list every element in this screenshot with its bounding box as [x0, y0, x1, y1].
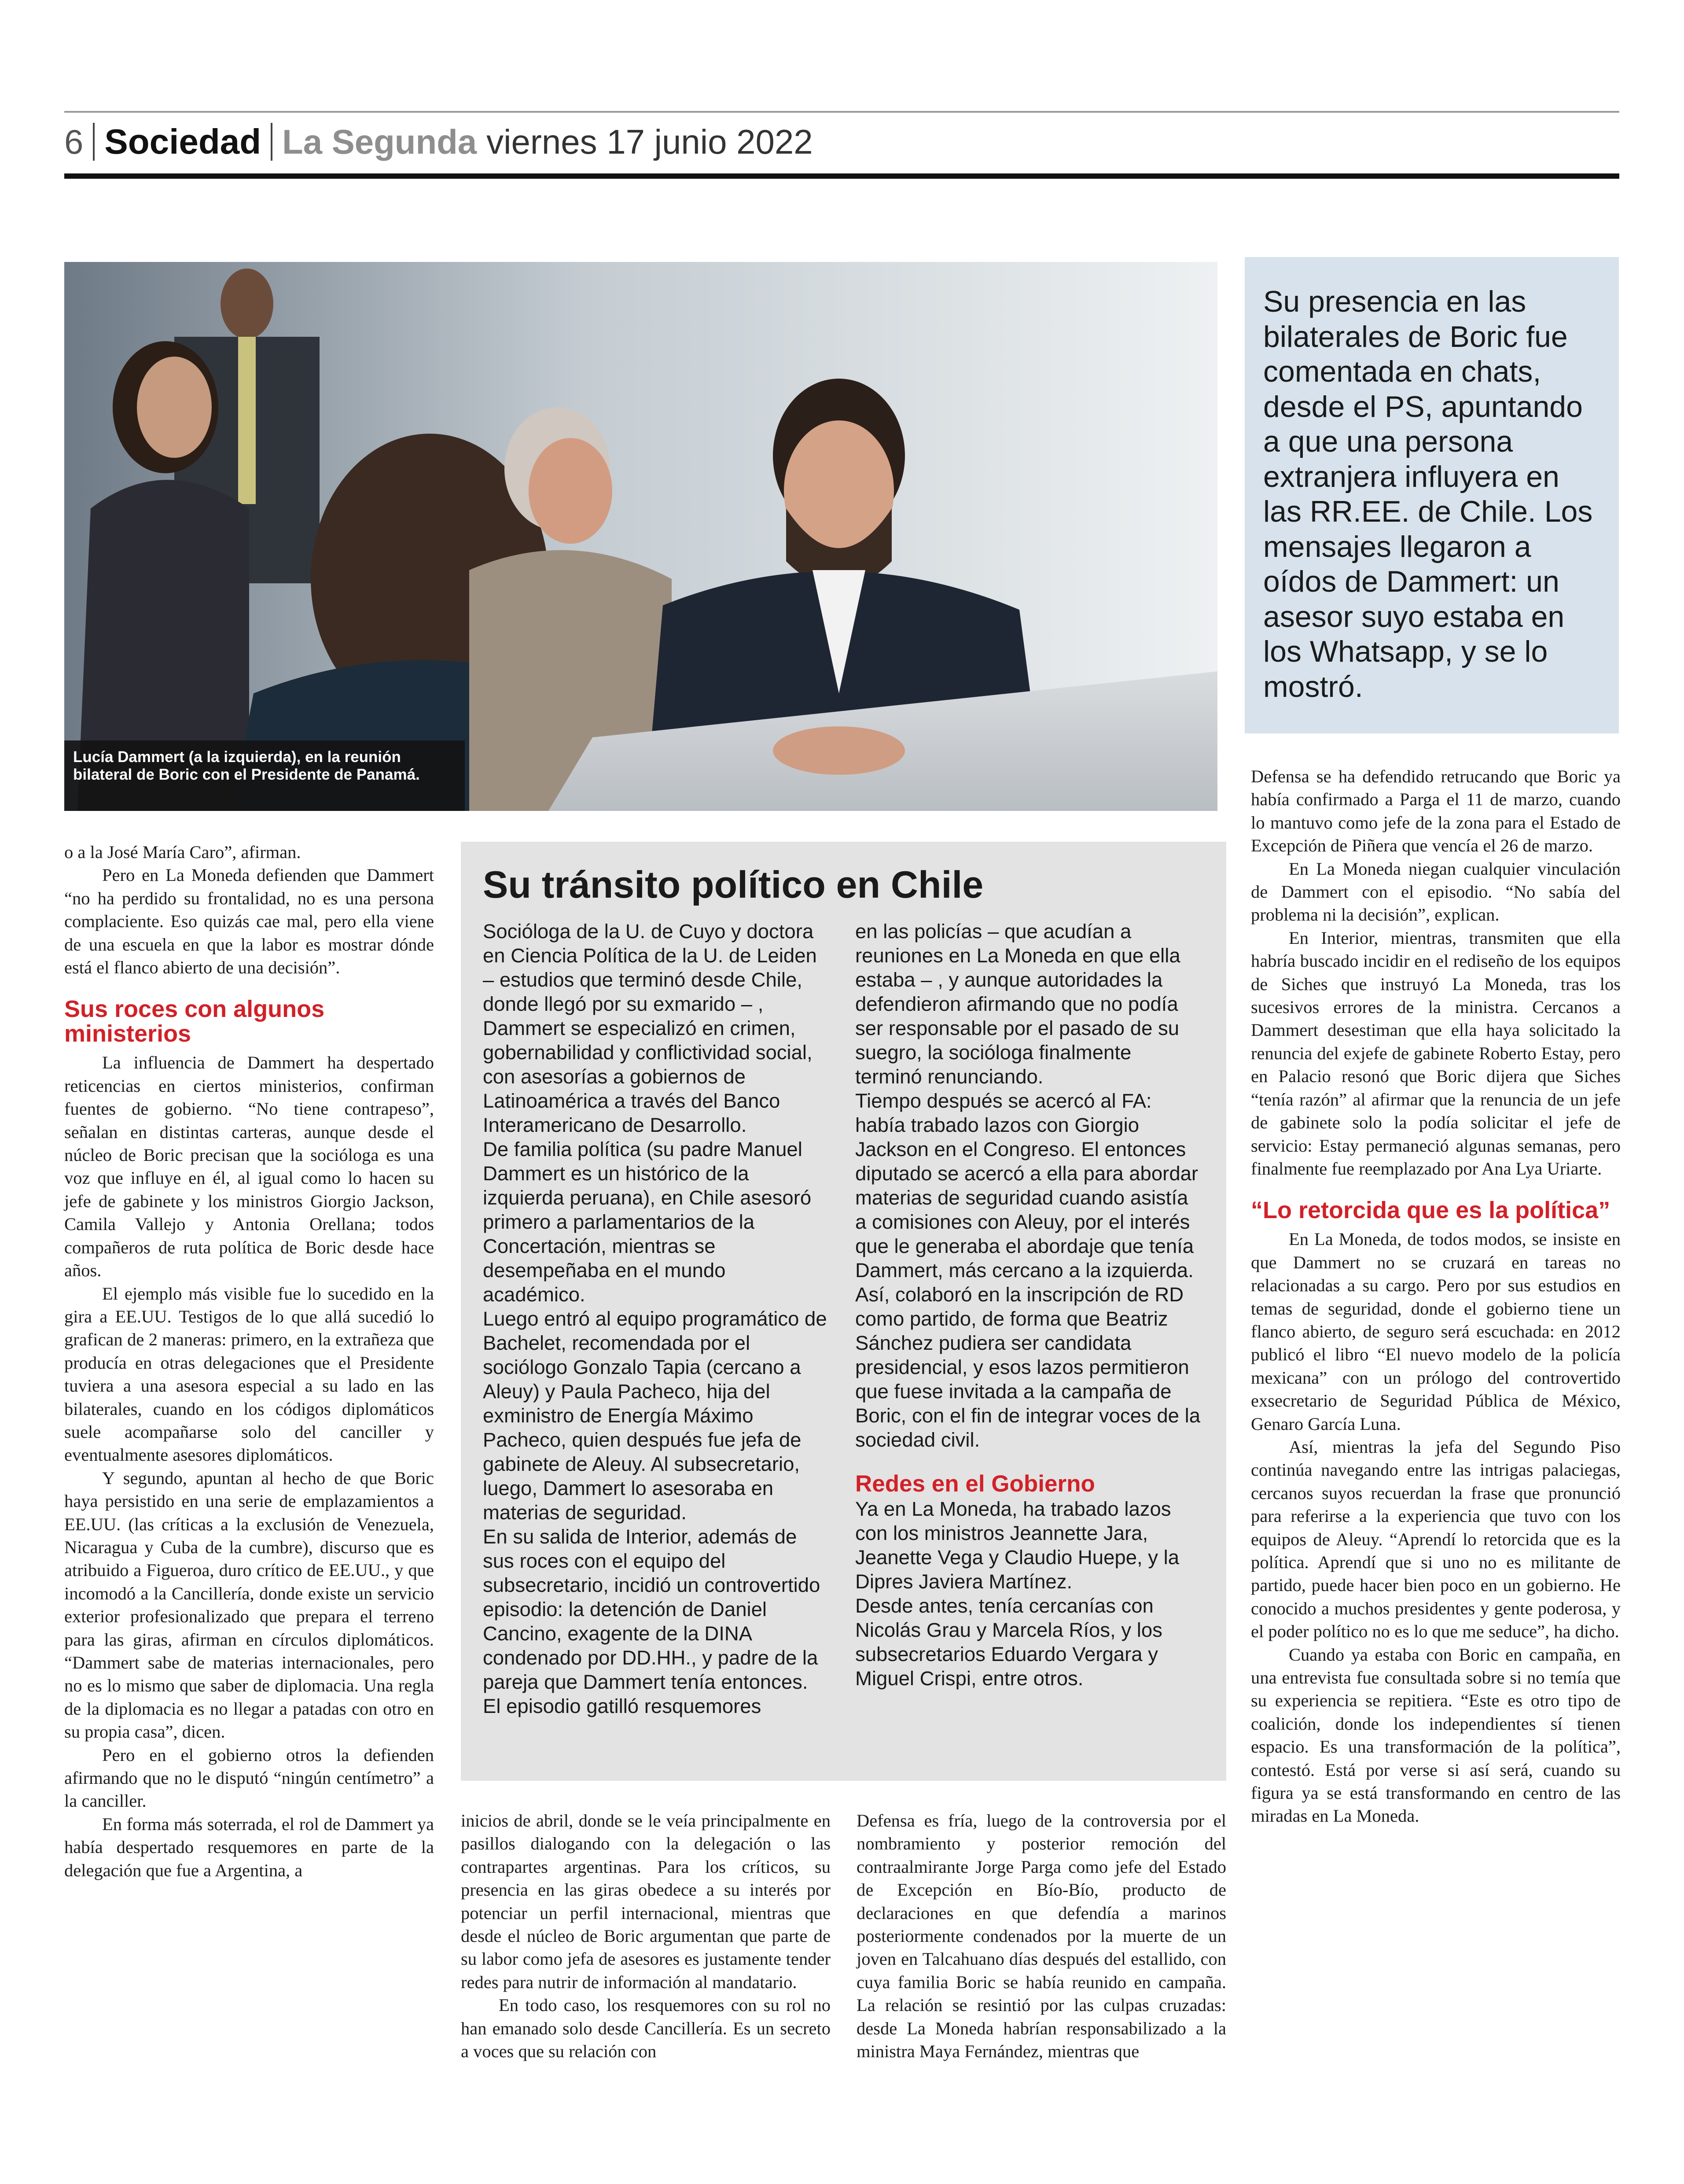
box-paragraph: Así, colaboró en la inscripción de RD como partido, de forma que Beatriz Sánchez pudiera ser candidata presidencial, y esos lazos permitieron que fuese invitada a la campaña de Boric, con el fin de integrar voces de la sociedad civil.	[855, 1283, 1201, 1451]
paragraph: Defensa se ha defendido retrucando que Boric ya había confirmado a Parga el 11 de marzo, cuando lo mantuvo como jefe de la zona para el Estado de Excepción de Piñera que vencía el 26 de marzo.	[1251, 766, 1621, 856]
photo-caption: Lucía Dammert (a la izquierda), en la reunión bilateral de Boric con el Presidente de Panamá.	[64, 740, 465, 811]
box-paragraph: En su salida de Interior, además de sus roces con el equipo del subsecretario, incidió un controvertido episodio: la detención de Daniel Cancino, exagente de la DINA condenado por DD.HH., y padre de la pareja que Dammert tenía entonces. El episodio gatilló resquemores	[483, 1525, 820, 1717]
subheading-retorcida: “Lo retorcida que es la política”	[1251, 1197, 1610, 1224]
box-subheading-redes: Redes en el Gobierno	[855, 1471, 1095, 1497]
paragraph: En Interior, mientras, transmiten que ella habría buscado incidir en el rediseño de los equipos de Siches que instruyó La Moneda, tras los sucesivos errores de la ministra. Cercanos a Dammert desestiman que ella haya solicitado la renuncia del exjefe de gabinete Roberto Estay, pero en Palacio resonó que Boric dijera que Siches “tenía razón” al afirmar que la renuncia de un jefe de gabinete solo la podía solicitar el jefe de servicio: Estay permaneció algunas semanas, pero finalmente fue reemplazado por Ana Lya Uriarte.	[1251, 928, 1621, 1179]
article-column-1	[64, 841, 434, 1882]
article-column-2	[461, 1809, 831, 2063]
sidebar-box	[461, 842, 1226, 1781]
top-rule	[64, 111, 1619, 113]
pull-quote-box	[1245, 257, 1619, 733]
paragraph: inicios de abril, donde se le veía principalmente en pasillos dialogando con la delegación o las contrapartes argentinas. Para los críticos, su presencia en las giras obedece a su interés por potenciar un perfil internacional, mientras que desde el núcleo de Boric argumentan que parte de su labor como jefa de asesores es justamente tender redes para nutrir de información al mandatario.	[461, 1811, 831, 1992]
section-title: Sociedad	[104, 122, 261, 161]
paragraph: o a la José María Caro”, afirman.	[64, 842, 301, 862]
box-title: Su tránsito político en Chile	[483, 864, 984, 906]
photo-illustration	[64, 262, 1217, 811]
box-paragraph: Socióloga de la U. de Cuyo y doctora en Ciencia Política de la U. de Leiden – estudios que terminó desde Chile, donde llegó por su exmarido – , Dammert se especializó en crimen, gobernabilidad y conflictividad social, con asesorías a gobiernos de Latinoamérica a través del Banco Interamericano de Desarrollo.	[483, 920, 817, 1136]
paragraph: Y segundo, apuntan al hecho de que Boric haya persistido en una serie de emplazamientos a EE.UU. (las críticas a la exclusión de Venezuela, Nicaragua y Cuba de la cumbre), discurso que es atribuido a Figueroa, duro crítico de EE.UU., y que incomodó a la Cancillería, donde existe un servicio exterior profesionalizado que prepara el terreno para las giras, afirman en círculos diplomáticos. “Dammert sabe de materias internacionales, pero no es lo mismo que saber de diplomacia. Una regla de la diplomacia es no llegar a patadas con otro en su propia casa”, dicen.	[64, 1468, 434, 1742]
box-paragraph: Luego entró al equipo programático de Bachelet, recomendada por el sociólogo Gonzalo Tapia (cercano a Aleuy) y Paula Pacheco, hija del exministro de Energía Máximo Pacheco, quien después fue jefa de gabinete de Aleuy. Al subsecretario, luego, Dammert lo asesoraba en materias de seguridad.	[483, 1307, 827, 1524]
article-column-4	[1251, 765, 1621, 1828]
paragraph: En La Moneda niegan cualquier vinculación de Dammert con el episodio. “No sabía del problema ni la decisión”, explican.	[1251, 858, 1621, 925]
paragraph: Pero en La Moneda defienden que Dammert “no ha perdido su frontalidad, no es una persona complaciente. Eso quizás cae mal, pero ella viene de una escuela en que la labor es mostrar dónde está el flanco abierto de una decisión”.	[64, 865, 434, 978]
paragraph: Defensa es fría, luego de la controversia por el nombramiento y posterior remoción del contraalmirante Jorge Parga como jefe del Estado de Excepción en Bío-Bío, producto de declaraciones en que defendía a marinos posteriormente condenados por la muerte de un joven en Talcahuano días después del estallido, con cuya familia Boric se había reunido en campaña. La relación se resintió por las culpas cruzadas: desde La Moneda habrían responsabilizado a la ministra Maya Fernández, mientras que	[857, 1811, 1226, 2062]
pull-quote-text: Su presencia en las bilaterales de Boric fue comentada en chats, desde el PS, apuntando a que una persona extranjera influyera en las RR.EE. de Chile. Los mensajes llegaron a oídos de Dammert: un asesor suyo estaba en los Whatsapp, y se lo mostró.	[1263, 285, 1593, 703]
publication-name: La Segunda	[282, 122, 477, 161]
header-divider-2	[271, 123, 272, 161]
box-column-left	[483, 919, 831, 1718]
box-paragraph: Desde antes, tenía cercanías con Nicolás Grau y Marcela Ríos, y los subsecretarios Eduardo Vergara y Miguel Crispi, entre otros.	[855, 1595, 1162, 1690]
header-divider	[93, 123, 95, 161]
article-column-3	[857, 1809, 1226, 2063]
paragraph: En forma más soterrada, el rol de Dammert ya había despertado resquemores en parte de la delegación que fue a Argentina, a	[64, 1814, 434, 1880]
paragraph: Así, mientras la jefa del Segundo Piso continúa navegando entre las intrigas palaciegas, cercanos suyos recuerdan la frase que pronunció para referirse a la experiencia que tuvo con los equipos de Aleuy. “Aprendí lo retorcida que es la política. Aprendí que si uno no es militante de partido, puede hacer bien poco en un gobierno. He conocido a muchos presidentes y gente poderosa, y el poder político no es lo que me seduce”, ha dicho.	[1251, 1436, 1621, 1642]
page-header	[64, 115, 813, 168]
paragraph: Pero en el gobierno otros la defienden afirmando que no le disputó “ningún centímetro” a la canciller.	[64, 1745, 434, 1811]
publication-date: viernes 17 junio 2022	[486, 122, 813, 161]
paragraph: El ejemplo más visible fue lo sucedido en la gira a EE.UU. Testigos de lo que allá sucedió lo grafican de 2 maneras: primero, en la extrañeza que producía en otras delegaciones que el Presidente tuviera a una asesora especial a su lado en las bilaterales, cuando en los códigos diplomáticos suele acompañarse solo del canciller y eventualmente asesores diplomáticos.	[64, 1283, 434, 1465]
paragraph: La influencia de Dammert ha despertado reticencias en ciertos ministerios, confirman fuentes de gobierno. “No tiene contrapeso”, señalan en distintas carteras, aunque desde el núcleo de Boric precisan que la socióloga es una voz que influye en él, al igual como lo hacen su jefe de gabinete y los ministros Giorgio Jackson, Camila Vallejo y Antonia Orellana; todos compañeros de ruta política de Boric desde hace años.	[64, 1053, 434, 1281]
box-column-right	[855, 919, 1203, 1690]
box-paragraph: De familia política (su padre Manuel Dammert es un histórico de la izquierda peruana), en Chile asesoró primero a parlamentarios de la Concertación, mientras se desempeñaba en el mundo académico.	[483, 1138, 812, 1306]
page-number: 6	[64, 122, 84, 161]
box-paragraph: Ya en La Moneda, ha trabado lazos con los ministros Jeannette Jara, Jeanette Vega y Claudio Huepe, y la Dipres Javiera Martínez.	[855, 1498, 1180, 1593]
box-paragraph: en las policías – que acudían a reuniones en La Moneda en que ella estaba – , y aunque autoridades la defendieron afirmando que no podía ser responsable por el pasado de su suegro, la socióloga finalmente terminó renunciando.	[855, 920, 1180, 1088]
header-rule	[64, 173, 1619, 179]
subheading-roces: Sus roces con algunos ministerios	[64, 996, 325, 1047]
paragraph: Cuando ya estaba con Boric en campaña, en una entrevista fue consultada sobre si no temía que su experiencia se repitiera. “Este es otro tipo de coalición, donde los independientes sí tienen espacio. Es una transformación de la política”, contestó. Está por verse si así será, cuando su figura ya se está transformando en centro de las miradas en La Moneda.	[1251, 1644, 1621, 1826]
paragraph: En La Moneda, de todos modos, se insiste en que Dammert no se cruzará en tareas no relacionadas a su cargo. Pero por sus estudios en temas de seguridad, donde el gobierno tiene un flanco abierto, de seguro será escuchada: en 2012 publicó el libro “El nuevo modelo de la policía mexicana” con un prólogo del controvertido exsecretario de Seguridad Pública de México, Genaro García Luna.	[1251, 1229, 1621, 1434]
paragraph: En todo caso, los resquemores con su rol no han emanado solo desde Cancillería. Es un secreto a voces que su relación con	[461, 1995, 831, 2062]
news-photo	[64, 262, 1217, 811]
box-paragraph: Tiempo después se acercó al FA: había trabado lazos con Giorgio Jackson en el Congreso. El entonces diputado se acercó a ella para abordar materias de seguridad cuando asistía a comisiones con Aleuy, por el interés que le generaba el abordaje que tenía Dammert, más cercano a la izquierda.	[855, 1090, 1199, 1282]
